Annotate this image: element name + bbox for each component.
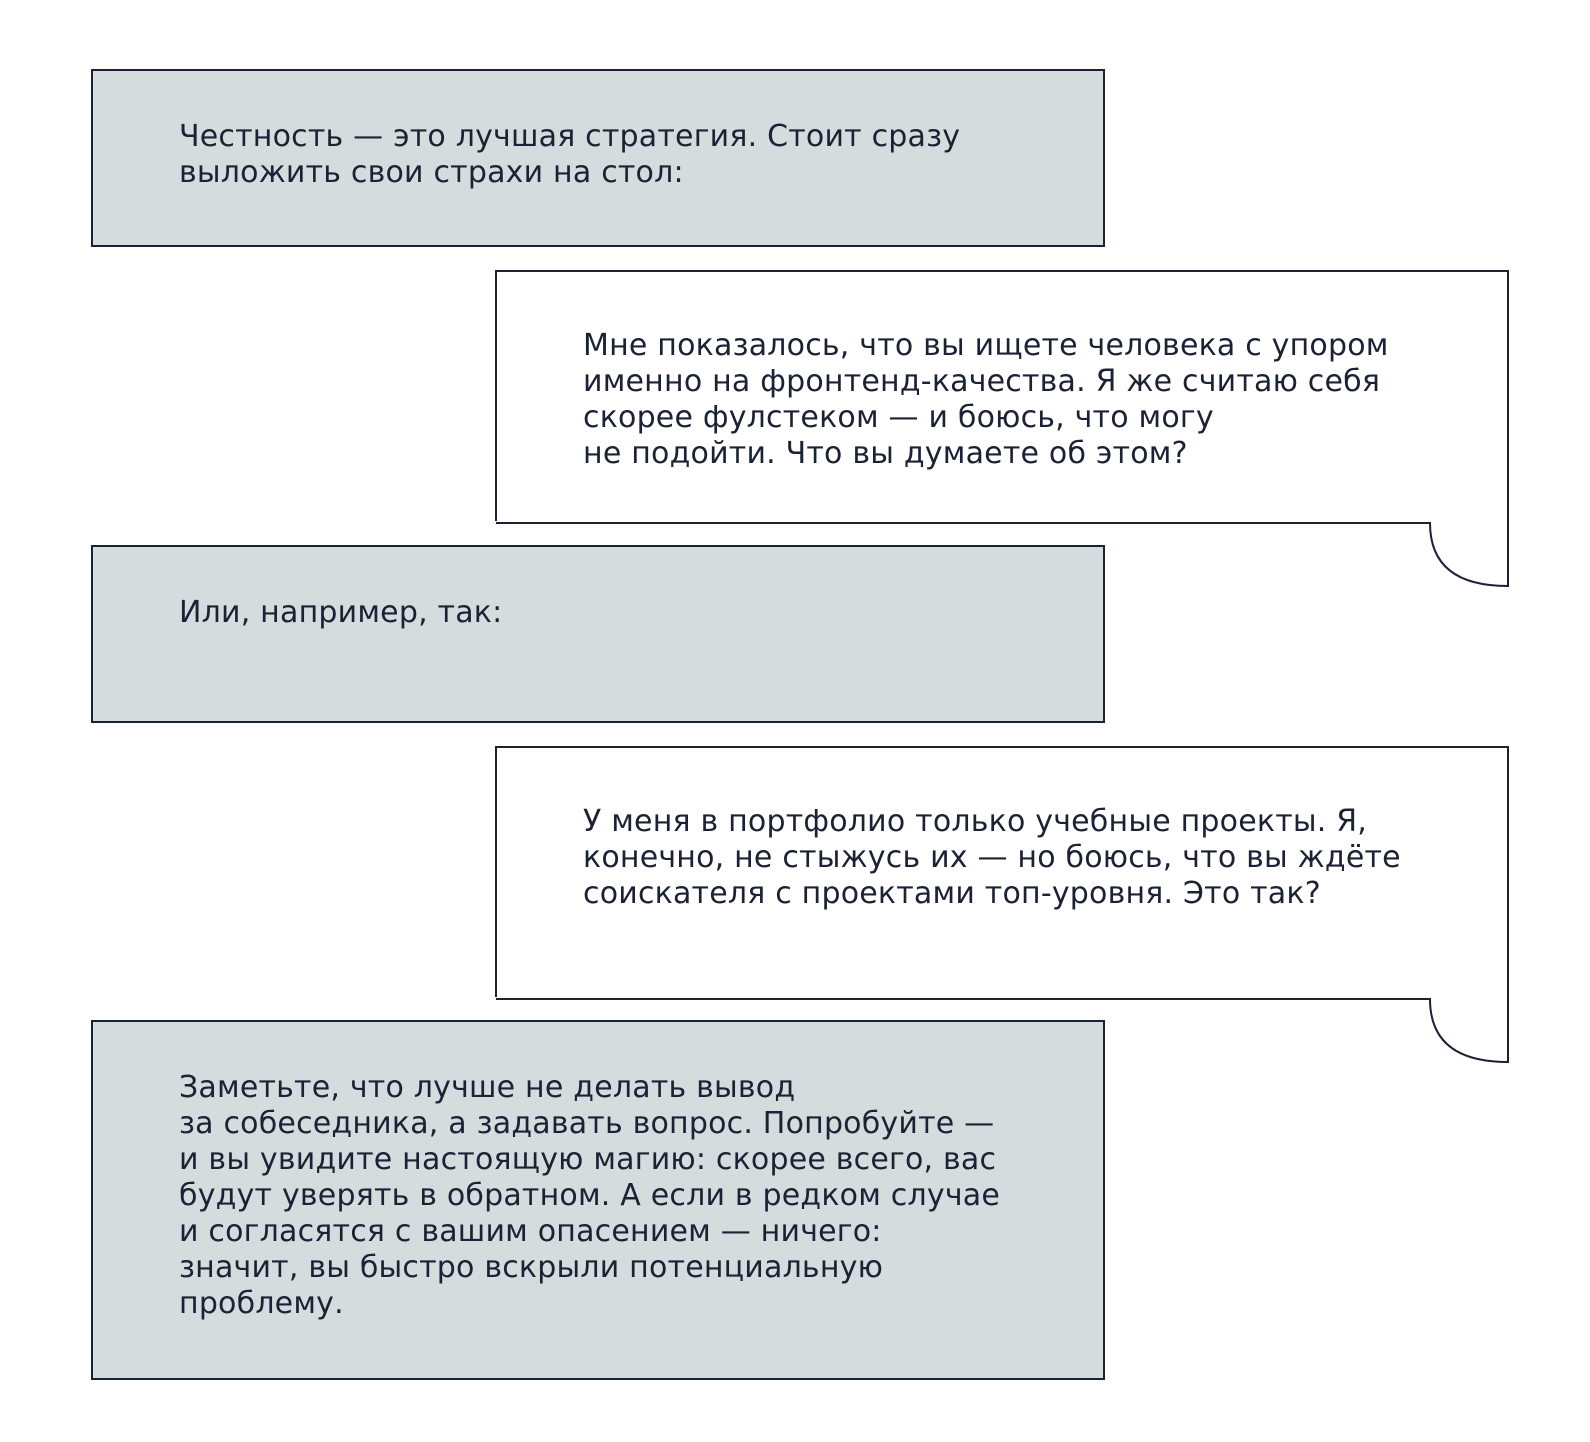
advice-block-example: Или, например, так: xyxy=(91,545,1105,723)
speech-bubble-portfolio: У меня в портфолио только учебные проекты. Я, конечно, не стыжусь их — но боюсь, что вы ждёте соискателя с проектами топ-уровня. Это так? xyxy=(495,746,1509,997)
advice-block-honesty: Честность — это лучшая стратегия. Стоит сразу выложить свои страхи на стол: xyxy=(91,69,1105,247)
advice-block-conclusion: Заметьте, что лучше не делать вывод за собеседника, а задавать вопрос. Попробуйте — и вы увидите настоящую магию: скорее всего, вас будут уверять в обратном. А если в редком случае и согласятся с вашим опасением — ничего: значит, вы быстро вскрыли потенциальную проблему. xyxy=(91,1020,1105,1380)
speech-bubble-fullstack: Мне показалось, что вы ищете человека с упором именно на фронтенд-качества. Я же считаю себя скорее фулстеком — и боюсь, что могу не подойти. Что вы думаете об этом? xyxy=(495,270,1509,521)
